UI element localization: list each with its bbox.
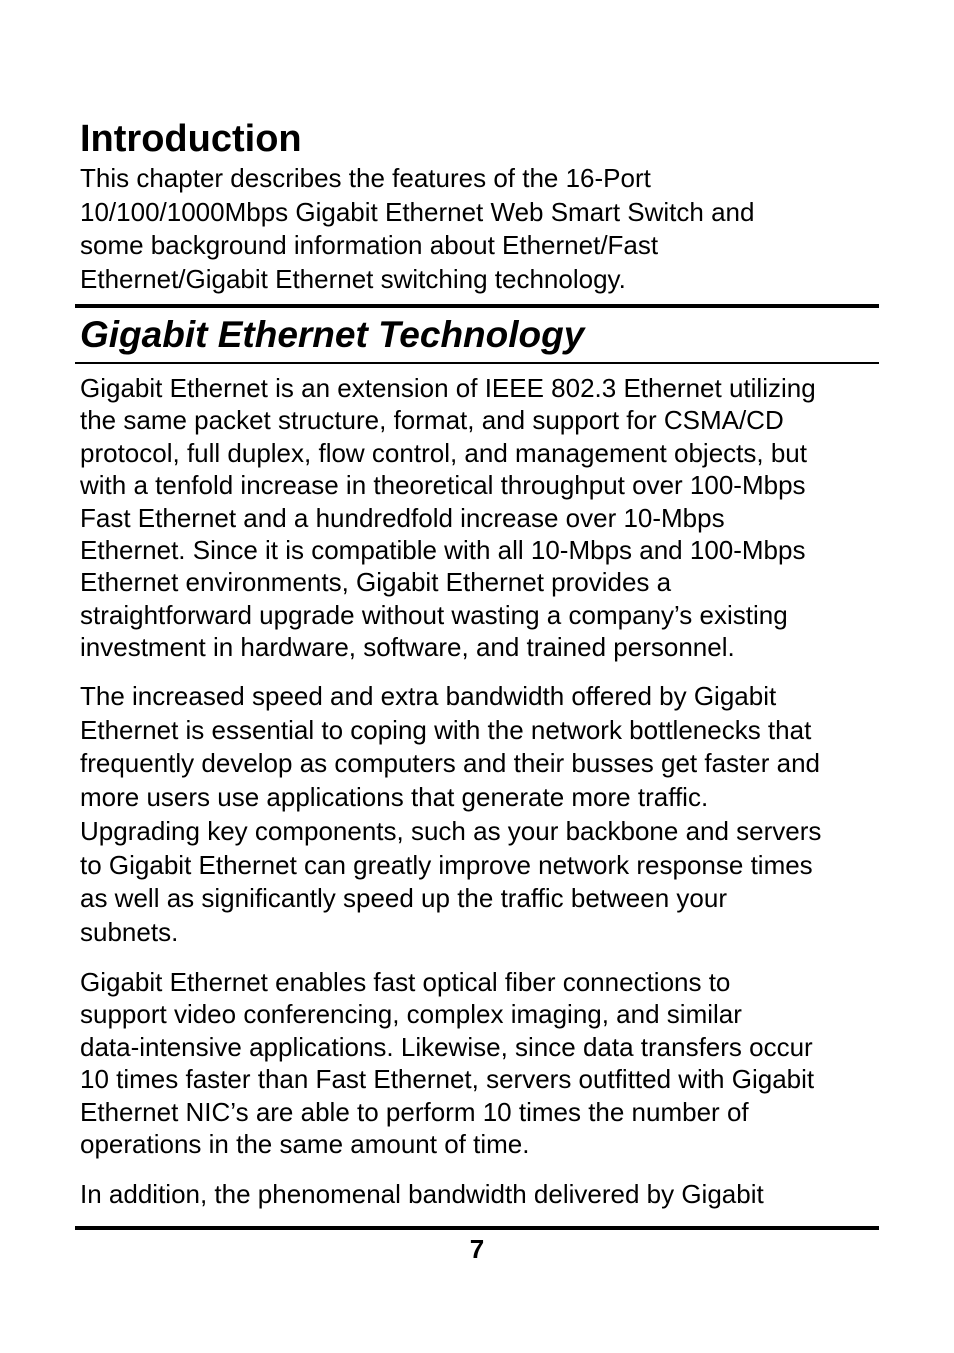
text-line: with a tenfold increase in theoretical throughput over 100-Mbps: [80, 470, 806, 501]
text-line: Upgrading key components, such as your backbone and servers: [80, 815, 822, 846]
text-line: support video conferencing, complex imaging, and similar: [80, 999, 742, 1030]
text-line: Ethernet NIC’s are able to perform 10 times the number of: [80, 1096, 749, 1127]
text-line: Ethernet is essential to coping with the network bottlenecks that: [80, 714, 812, 745]
text-line: Ethernet. Since it is compatible with all 10-Mbps and 100-Mbps: [80, 535, 806, 566]
body-paragraph-4: [80, 1178, 880, 1210]
text-line: to Gigabit Ethernet can greatly improve network response times: [80, 849, 813, 880]
text-line: subnets.: [80, 916, 179, 947]
text-line: protocol, full duplex, flow control, and management objects, but: [80, 437, 807, 468]
text-line: as well as significantly speed up the traffic between your: [80, 883, 727, 914]
text-line: Ethernet/Gigabit Ethernet switching technology.: [80, 264, 626, 295]
text-line: 10 times faster than Fast Ethernet, servers outfitted with Gigabit: [80, 1064, 815, 1095]
section-top-rule: [75, 304, 879, 308]
text-line: some background information about Ethernet/Fast: [80, 230, 659, 261]
footer-rule: [75, 1226, 879, 1230]
body-paragraph-2: [80, 680, 880, 950]
text-line: In addition, the phenomenal bandwidth delivered by Gigabit: [80, 1179, 764, 1209]
text-line: investment in hardware, software, and trained personnel.: [80, 632, 735, 663]
intro-paragraph: [80, 162, 880, 297]
text-line: Ethernet environments, Gigabit Ethernet provides a: [80, 567, 672, 598]
text-line: straightforward upgrade without wasting a company’s existing: [80, 599, 788, 630]
section-underline-rule: [75, 362, 879, 364]
text-line: operations in the same amount of time.: [80, 1129, 530, 1160]
body-paragraph-3: [80, 966, 880, 1160]
text-line: Gigabit Ethernet is an extension of IEEE 802.3 Ethernet utilizing: [80, 373, 816, 403]
text-line: Gigabit Ethernet enables fast optical fiber connections to: [80, 967, 731, 997]
text-line: The increased speed and extra bandwidth offered by Gigabit: [80, 681, 777, 711]
text-line: data-intensive applications. Likewise, since data transfers occur: [80, 1031, 813, 1062]
text-line: Fast Ethernet and a hundredfold increase over 10-Mbps: [80, 502, 725, 533]
text-line: the same packet structure, format, and support for CSMA/CD: [80, 405, 784, 436]
section-heading: Gigabit Ethernet Technology: [80, 314, 585, 355]
page-number: 7: [469, 1234, 485, 1264]
text-line: 10/100/1000Mbps Gigabit Ethernet Web Smart Switch and: [80, 196, 755, 227]
text-line: more users use applications that generate more traffic.: [80, 782, 709, 813]
text-line: This chapter describes the features of the 16-Port: [80, 163, 651, 193]
body-paragraph-1: [80, 372, 880, 664]
text-line: frequently develop as computers and their busses get faster and: [80, 748, 820, 779]
page-title: Introduction: [80, 118, 302, 160]
